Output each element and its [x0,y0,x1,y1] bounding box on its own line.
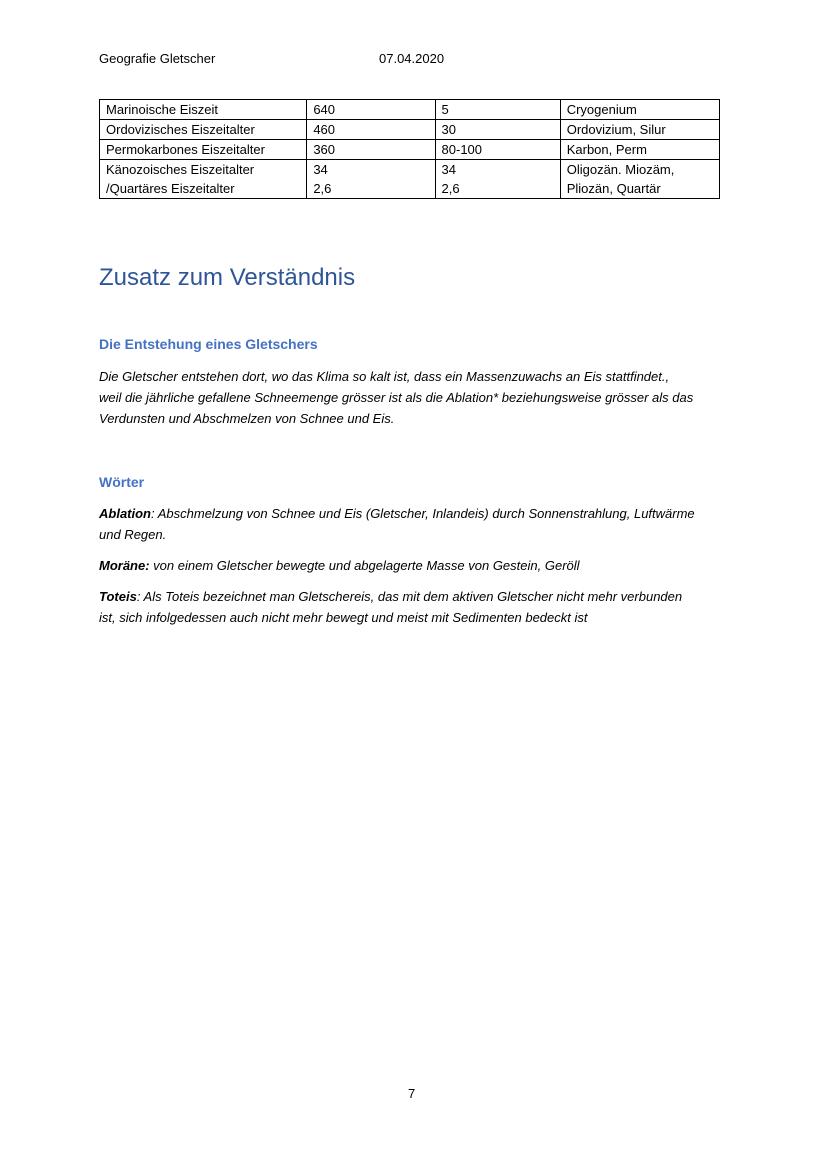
table-cell: Marinoische Eiszeit [100,100,307,120]
table-row [100,100,720,120]
table-cell: 80-100 [435,140,560,160]
table-cell: 360 [307,140,435,160]
table-cell: Ordovizium, Silur [560,120,719,140]
table-cell: 5 [435,100,560,120]
header-date: 07.04.2020 [379,51,445,66]
woerter-heading: Wörter [99,474,145,490]
table-row [100,120,720,140]
term-moraene: Moräne: [99,558,150,573]
table-cell: Cryogenium [560,100,719,120]
table-cell: 460 [307,120,435,140]
definition-ablation: Ablation: Abschmelzung von Schnee und Eis (Gletscher, Inlandeis) durch Sonnenstrahlung, Luftwärme und Regen. [99,506,695,542]
table-cell: Känozoisches Eiszeitalter /Quartäres Eiszeitalter [100,160,307,199]
definition-toteis: Toteis: Als Toteis bezeichnet man Gletschereis, das mit dem aktiven Gletscher nicht mehr verbunden ist, sich infolgedessen auch nicht mehr bewegt und meist mit Sedimenten bedeckt ist [99,589,683,625]
table-cell: 30 [435,120,560,140]
term-ablation: Ablation [99,506,151,521]
entstehung-heading: Die Entstehung eines Gletschers [99,336,318,352]
table-row [100,160,720,199]
table-cell: 34 2,6 [435,160,560,199]
table-cell: Oligozän. Miozäm, Pliozän, Quartär [560,160,719,199]
page-number: 7 [408,1086,416,1101]
table-cell: Ordovizisches Eiszeitalter [100,120,307,140]
definition-moraene: Moräne: von einem Gletscher bewegte und abgelagerte Masse von Gestein, Geröll [99,558,580,573]
table-cell: Permokarbones Eiszeitalter [100,140,307,160]
table-cell: 640 [307,100,435,120]
ice-age-table [99,99,720,199]
section-title: Zusatz zum Verständnis [99,264,356,291]
table-cell: Karbon, Perm [560,140,719,160]
header-title: Geografie Gletscher [99,51,216,66]
term-toteis: Toteis [99,589,137,604]
table-cell: 34 2,6 [307,160,435,199]
entstehung-paragraph: Die Gletscher entstehen dort, wo das Klima so kalt ist, dass ein Massenzuwachs an Eis stattfindet., weil die jährliche gefallene Schneemenge grösser ist als die Ablation* beziehungsweise grösser als das Verdunsten und Abschmelzen von Schnee und Eis. [99,369,694,426]
table-row [100,140,720,160]
